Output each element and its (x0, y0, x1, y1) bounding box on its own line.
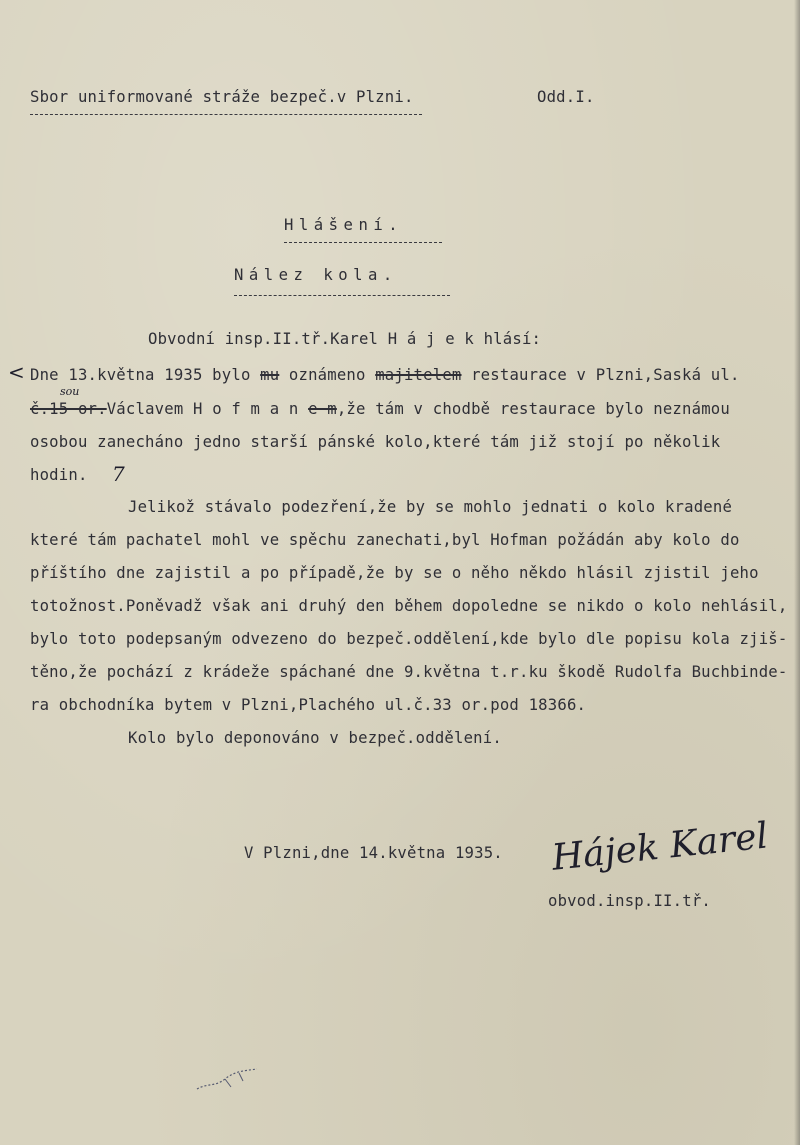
p2-line-5: bylo toto podepsaným odvezeno do bezpeč.oddělení,kde bylo dle popisu kola zjiš- (30, 630, 788, 648)
signer-rank: obvod.insp.II.tř. (548, 892, 711, 910)
header-underline (30, 114, 422, 115)
p1-line-1: Dne 13.května 1935 bylo mu oznámeno majitelem restaurace v Plzni,Saská ul. (30, 366, 740, 384)
document-title: Hlášení. (284, 216, 404, 234)
pencil-scribble (195, 1065, 265, 1095)
handwritten-insert: sou (60, 385, 80, 398)
p2-line-4: totožnost.Poněvadž však ani druhý den během dopoledne se nikdo o kolo nehlásil, (30, 597, 788, 615)
p2-line-2: které tám pachatel mohl ve spěchu zanechati,byl Hofman požádán aby kolo do (30, 531, 740, 549)
p2-line-1: Jelikož stávalo podezření,že by se mohlo jednati o kolo kradené (128, 498, 733, 516)
header-department: Odd.I. (537, 88, 595, 106)
subject-underline (234, 295, 450, 296)
signature: Hájek Karel (549, 815, 770, 879)
title-underline (284, 242, 442, 243)
margin-mark: < (8, 360, 25, 384)
p2-line-7: ra obchodníka bytem v Plzni,Plachého ul.č.33 or.pod 18366. (30, 696, 587, 714)
document-subject: Nález kola. (234, 266, 398, 284)
header-unit: Sbor uniformované stráže bezpeč.v Plzni. (30, 88, 414, 106)
p1-line-4: hodin. (30, 466, 88, 484)
end-mark: 7 (112, 462, 125, 486)
intro-line: Obvodní insp.II.tř.Karel H á j e k hlásí: (148, 330, 542, 348)
place-date: V Plzni,dne 14.května 1935. (244, 844, 503, 862)
p2-line-3: příštího dne zajistil a po případě,že by se o něho někdo hlásil zjistil jeho (30, 564, 759, 582)
p2-line-6: těno,že pochází z krádeže spáchané dne 9.května t.r.ku škodě Rudolfa Buchbinde- (30, 663, 788, 681)
p1-line-3: osobou zanecháno jedno starší pánské kolo,které tám již stojí po několik (30, 433, 721, 451)
page-edge-shadow (794, 0, 800, 1145)
p3-line: Kolo bylo deponováno v bezpeč.oddělení. (128, 729, 502, 747)
p1-line-2: č.15 or.Václavem H o f m a n e m,že tám v chodbě restaurace bylo neznámou (30, 400, 730, 418)
